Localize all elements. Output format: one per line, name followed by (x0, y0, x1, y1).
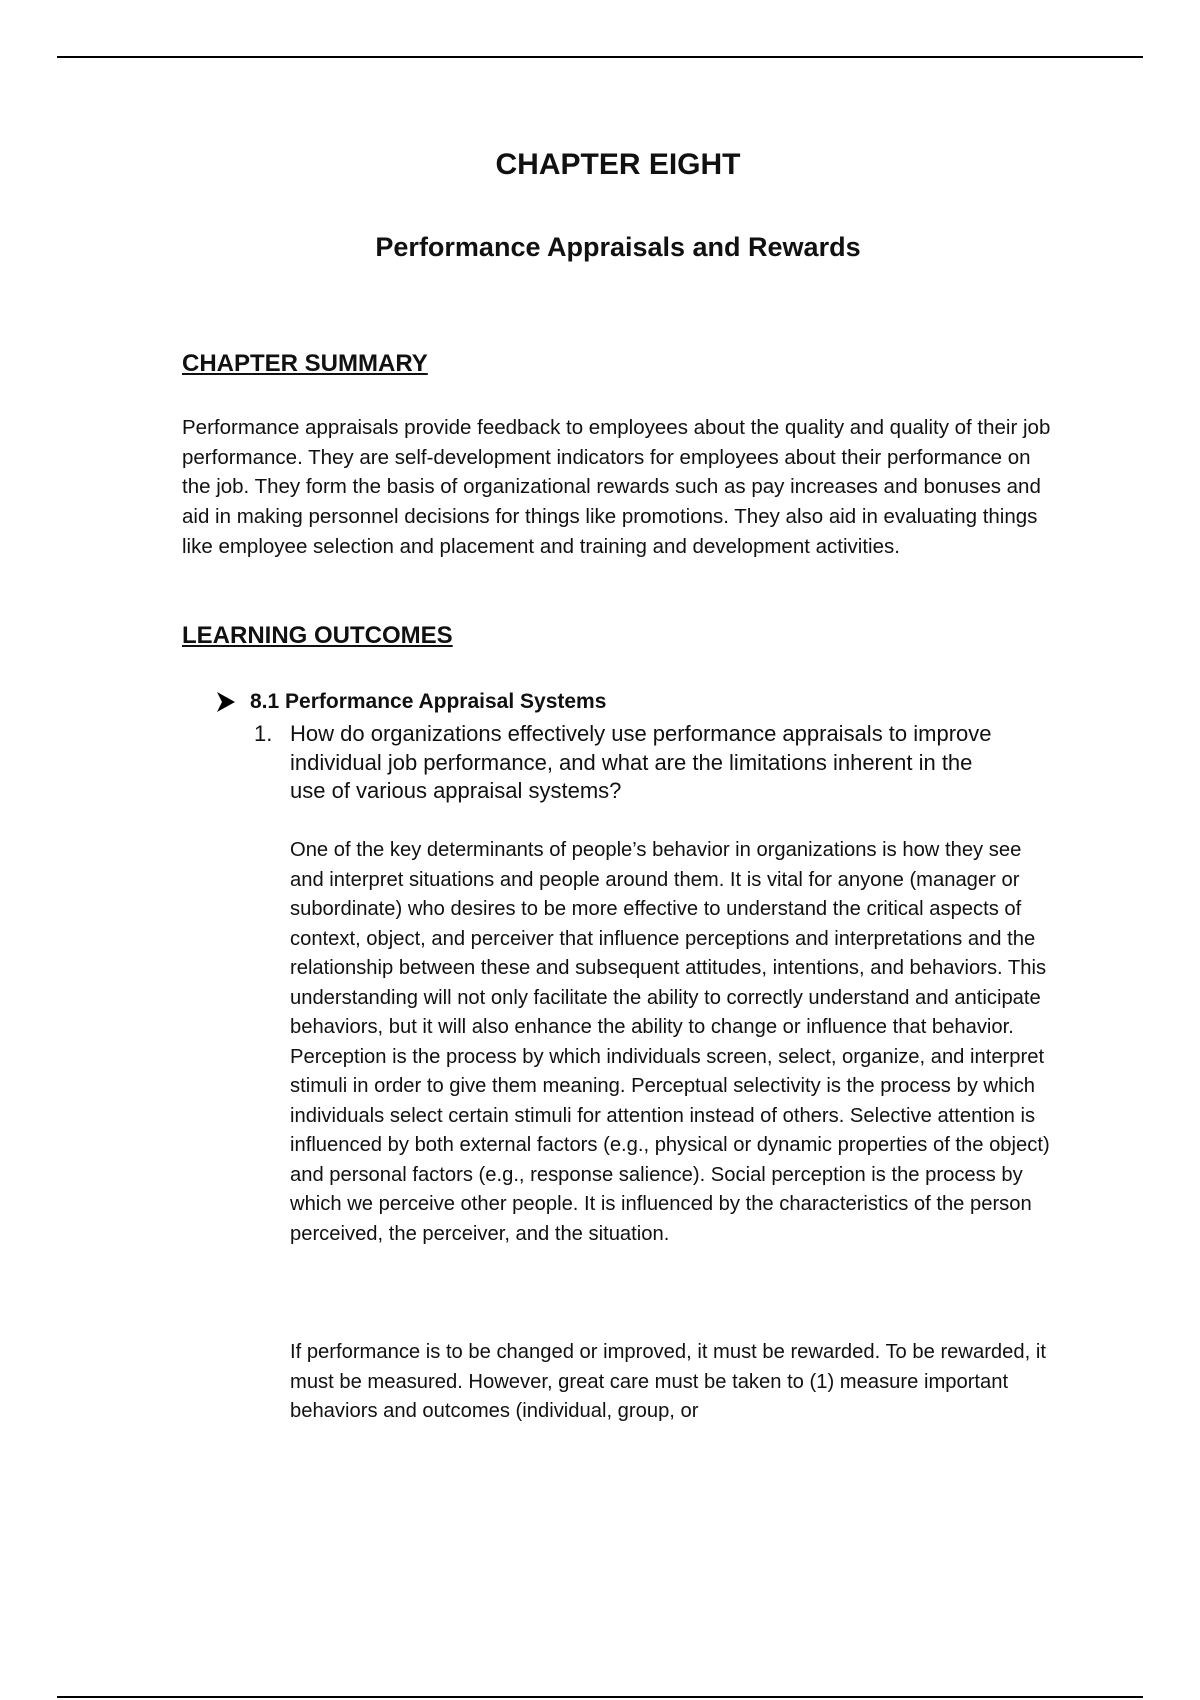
outcome-item-label: 8.1 Performance Appraisal Systems (250, 690, 607, 713)
outcome-question (254, 720, 1054, 806)
body-paragraph: If performance is to be changed or improved, it must be rewarded. To be rewarded, it must be measured. However, great care must be taken to (1) measure important behaviors and outcomes (individual, group, or (290, 1341, 1046, 1422)
chapter-summary-heading: CHAPTER SUMMARY (182, 350, 428, 377)
chapter-title: CHAPTER EIGHT (495, 148, 741, 181)
header-rule (57, 56, 1143, 58)
body-paragraph: One of the key determinants of people’s behavior in organizations is how they see and interpret situations and people around them. It is vital for anyone (manager or subordinate) who desires to be more effective to understand the critical aspects of context, object, and perceiver that influence perceptions and interpretations and the relationship between these and subsequent attitudes, intentions, and behaviors. This understanding will not only facilitate the ability to correctly understand and anticipate behaviors, but it will also enhance the ability to change or influence that behavior. Perception is the process by which individuals screen, select, organize, and interpret stimuli in order to give them meaning. Perceptual selectivity is the process by which individuals select certain stimuli for attention instead of others. Selective attention is influenced by both external factors (e.g., physical or dynamic properties of the object) and personal factors (e.g., response salience). Social perception is the process by which we perceive other people. It is influenced by the characteristics of the person perceived, the perceiver, and the situation. (290, 839, 1050, 1245)
learning-outcomes-heading: LEARNING OUTCOMES (182, 622, 453, 649)
question-text: How do organizations effectively use performance appraisals to improve individual job performance, and what are the limitations inherent in the use of various appraisal systems? (290, 721, 992, 803)
arrowhead-bullet-icon (216, 691, 236, 713)
question-number: 1. (254, 721, 273, 746)
chapter-summary-text: Performance appraisals provide feedback to employees about the quality and quality of their job performance. They are self-development indicators for employees about their performance on the job. They form the basis of organizational rewards such as pay increases and bonuses and aid in making personnel decisions for things like promotions. They also aid in evaluating things like employee selection and placement and training and development activities. (182, 416, 1051, 558)
chapter-subtitle: Performance Appraisals and Rewards (375, 232, 861, 262)
footer-rule (57, 1696, 1143, 1698)
outcome-item (216, 690, 606, 714)
